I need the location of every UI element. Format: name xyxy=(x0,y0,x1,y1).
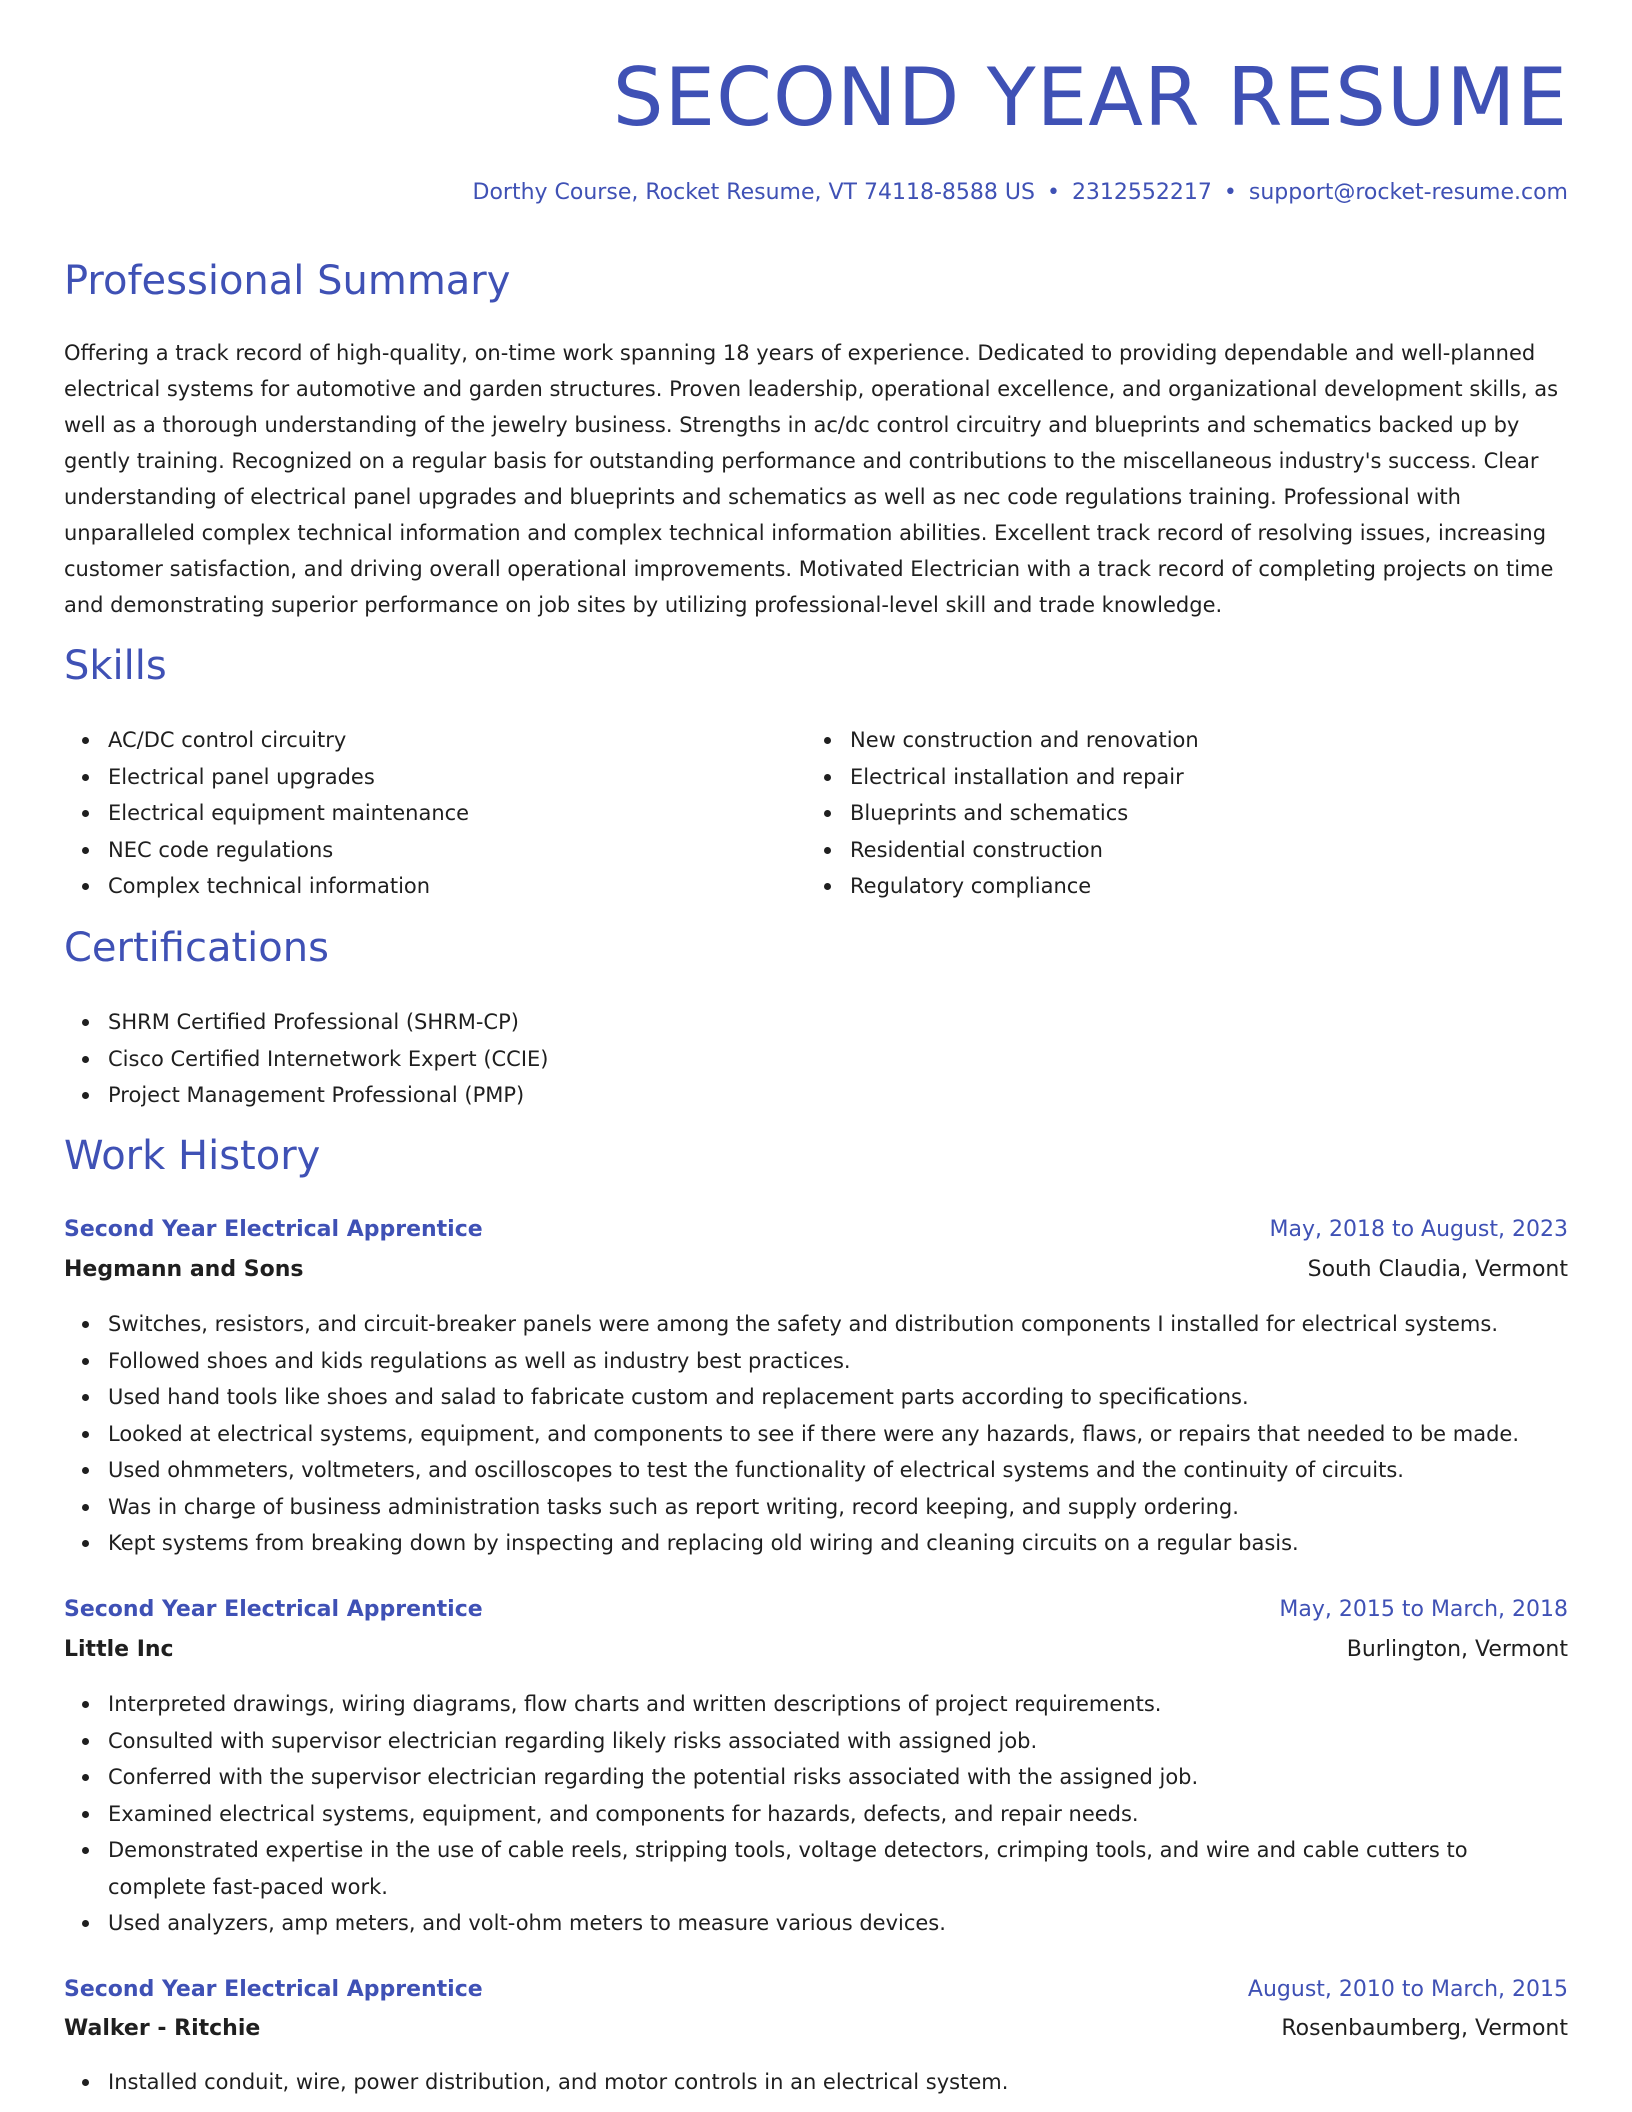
job-bullet: Switches, resistors, and circuit-breaker panels were among the safety and distribution components I installed for electrical systems. xyxy=(108,1306,1568,1343)
job-title: Second Year Electrical Apprentice xyxy=(64,1597,483,1622)
job-bullet: Followed shoes and kids regulations as well as industry best practices. xyxy=(108,1343,1568,1380)
summary-text: Offering a track record of high-quality, on-time work spanning 18 years of experience. Dedicated to providing dependable and well-planned electrical systems for automotive and garden structures. Proven leadership, operational excellence, and organizational development skills, as well as a thorough understanding of the jewelry business. Strengths in ac/dc control circuitry and blueprints and schematics backed up by gently training. Recognized on a regular basis for outstanding performance and contributions to the miscellaneous industry's success. Clear understanding of electrical panel upgrades and blueprints and schematics as well as nec code regulations training. Professional with unparalleled complex technical information and complex technical information abilities. Excellent track record of resolving issues, increasing customer satisfaction, and driving overall operational improvements. Motivated Electrician with a track record of completing projects on time and demonstrating superior performance on job sites by utilizing professional-level skill and trade knowledge. xyxy=(64,341,1559,617)
contact-address: Dorthy Course, Rocket Resume, VT 74118-8588 US xyxy=(472,180,1035,205)
job-company: Little Inc xyxy=(64,1637,174,1662)
contact-phone: 2312552217 xyxy=(1071,180,1212,205)
contact-separator: • xyxy=(1046,180,1060,205)
job-bullets xyxy=(64,1306,1568,1562)
job-bullet: Used analyzers, amp meters, and volt-ohm meters to measure various devices. xyxy=(108,1905,1568,1942)
job-bullets xyxy=(64,2064,1568,2101)
skill-item: Blueprints and schematics xyxy=(850,795,1550,832)
job-bullet: Was in charge of business administration tasks such as report writing, record keeping, and supply ordering. xyxy=(108,1489,1568,1526)
job-bullet: Looked at electrical systems, equipment, and components to see if there were any hazards, flaws, or repairs that needed to be made. xyxy=(108,1416,1568,1453)
job-bullet: Conferred with the supervisor electrician regarding the potential risks associated with the assigned job. xyxy=(108,1759,1568,1796)
job-location: South Claudia, Vermont xyxy=(1307,1257,1568,1282)
skill-item: Electrical panel upgrades xyxy=(108,759,808,796)
skill-item: Regulatory compliance xyxy=(850,868,1550,905)
job-bullet: Demonstrated expertise in the use of cable reels, stripping tools, voltage detectors, crimping tools, and wire and cable cutters to complete fast-paced work. xyxy=(108,1832,1568,1905)
job-bullet: Interpreted drawings, wiring diagrams, flow charts and written descriptions of project requirements. xyxy=(108,1686,1568,1723)
resume-title: SECOND YEAR RESUME xyxy=(612,51,1568,144)
job-bullet: Examined electrical systems, equipment, and components for hazards, defects, and repair needs. xyxy=(108,1796,1568,1833)
summary-heading: Professional Summary xyxy=(64,258,511,304)
skills-heading: Skills xyxy=(64,643,167,689)
job-bullet: Installed conduit, wire, power distribution, and motor controls in an electrical system. xyxy=(108,2064,1568,2101)
certifications-list xyxy=(64,1004,1568,1114)
job-location: Rosenbaumberg, Vermont xyxy=(1281,2016,1568,2041)
certifications-heading: Certifications xyxy=(64,925,329,971)
skill-item: NEC code regulations xyxy=(108,832,808,869)
skill-item: New construction and renovation xyxy=(850,722,1550,759)
certification-item: Project Management Professional (PMP) xyxy=(108,1077,1568,1114)
skill-item: AC/DC control circuitry xyxy=(108,722,808,759)
job-company: Hegmann and Sons xyxy=(64,1257,304,1282)
job-bullets xyxy=(64,1686,1568,1942)
skill-item: Residential construction xyxy=(850,832,1550,869)
job-title: Second Year Electrical Apprentice xyxy=(64,1977,483,2002)
skill-item: Electrical equipment maintenance xyxy=(108,795,808,832)
certification-item: Cisco Certified Internetwork Expert (CCIE) xyxy=(108,1041,1568,1078)
job-bullet: Kept systems from breaking down by inspecting and replacing old wiring and cleaning circuits on a regular basis. xyxy=(108,1525,1568,1562)
work-history-heading: Work History xyxy=(64,1133,321,1179)
contact-line xyxy=(473,180,1568,205)
job-bullet: Used ohmmeters, voltmeters, and oscilloscopes to test the functionality of electrical systems and the continuity of circuits. xyxy=(108,1452,1568,1489)
job-title: Second Year Electrical Apprentice xyxy=(64,1217,483,1242)
skills-list-right xyxy=(806,722,1550,905)
job-dates: May, 2018 to August, 2023 xyxy=(1269,1217,1568,1242)
job-bullet: Consulted with supervisor electrician regarding likely risks associated with assigned job. xyxy=(108,1723,1568,1760)
job-bullet: Used hand tools like shoes and salad to fabricate custom and replacement parts according to specifications. xyxy=(108,1379,1568,1416)
skill-item: Electrical installation and repair xyxy=(850,759,1550,796)
skill-item: Complex technical information xyxy=(108,868,808,905)
skills-list-left xyxy=(64,722,808,905)
contact-separator: • xyxy=(1223,180,1237,205)
contact-email: support@rocket-resume.com xyxy=(1248,180,1568,205)
job-dates: August, 2010 to March, 2015 xyxy=(1247,1977,1568,2002)
job-company: Walker - Ritchie xyxy=(64,2016,261,2041)
job-location: Burlington, Vermont xyxy=(1346,1637,1568,1662)
certification-item: SHRM Certified Professional (SHRM-CP) xyxy=(108,1004,1568,1041)
job-dates: May, 2015 to March, 2018 xyxy=(1279,1597,1568,1622)
